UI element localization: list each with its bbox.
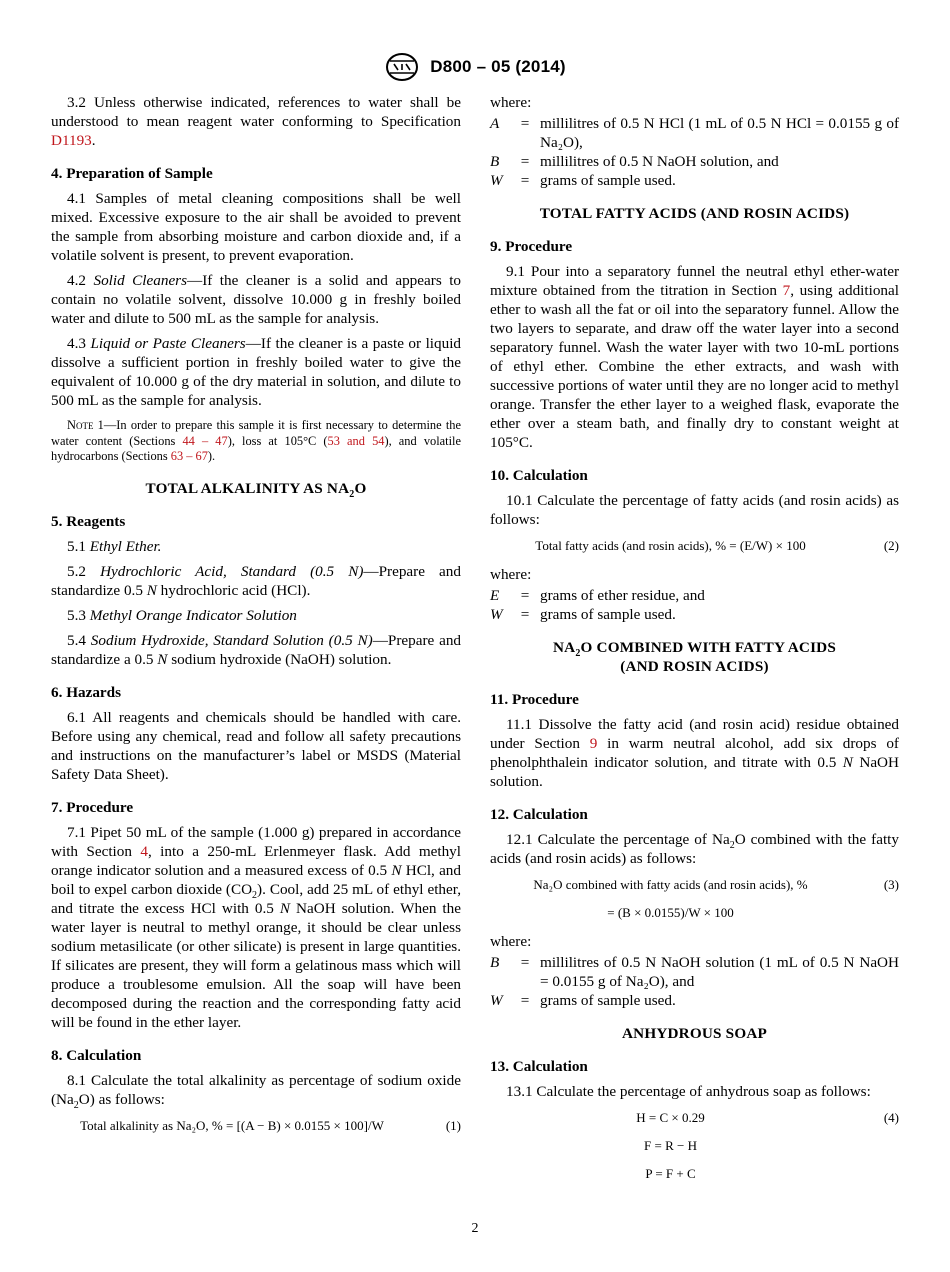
equation-3-line-1 (490, 876, 899, 894)
equation-3-expression: Na₂O combined with fatty acids (and rosin acids), % (533, 877, 808, 892)
astm-logo-icon (384, 52, 420, 82)
equation-4-line-2: F = R − H (644, 1138, 697, 1153)
definition-row: B = millilitres of 0.5 N NaOH solution, and (490, 153, 779, 170)
section-7-title: 7. Procedure (51, 798, 134, 816)
section-9-title: 9. Procedure (490, 238, 573, 255)
paragraph-8-1: 8.1 Calculate the total alkalinity as percentage of sodium oxide $(Na_2O)$ as follows: (51, 1071, 461, 1111)
where-label-2: where: (490, 566, 532, 583)
paragraph-6-1: 6.1 All reagents and chemicals should be handled with care. Before using any chemical, read and follow all safety precautions and instructions on the manufacturer’s label or MSDS (Material Safety Data Sheet). (51, 708, 461, 783)
paragraph-5-1: 5.1 Ethyl Ether. (67, 537, 162, 555)
where-label-3: where: (490, 933, 532, 950)
paragraph-12-1: 12.1 Calculate the percentage of $Na_2O$ combined with the fatty acids (and rosin acids) as follows: (490, 831, 899, 867)
heading-anhydrous-soap: ANHYDROUS SOAP (622, 1025, 767, 1042)
section-10-title: 10. Calculation (490, 467, 588, 484)
paragraph-9-1: 9.1 Pour into a separatory funnel the neutral ethyl ether-water mixture obtained from the titration in Section 7, using additional ether to wash all the fat or oil into the separatory funnel. Allow the two layers to separate, and draw off the water layer into a second separatory funnel. Wash the water layer with two 10-mL portions of ethyl ether. Combine the ether extracts, and wash with successive portions of water until they are no longer acid to methyl orange. Transfer the ether layer to a weighed flask, evaporate the ether over a steam bath, and finally dry to constant weight at 105°C. (490, 263, 899, 451)
section-6-title: 6. Hazards (51, 683, 122, 701)
link-sections-63-67[interactable]: 63 – 67 (170, 449, 208, 463)
page-header (0, 52, 950, 82)
note-1: Note 1—In order to prepare this sample it is first necessary to determine the water content (Sections 44 – 47), loss at 105°C (53 and 54), and volatile hydrocarbons (Sections 63 – 67). (51, 418, 461, 463)
definition-row: E = grams of ether residue, and (490, 587, 705, 604)
section-8-title: 8. Calculation (51, 1046, 142, 1064)
paragraph-4-2: 4.2 Solid Cleaners—If the cleaner is a solid and appears to contain no volatile solvent, dissolve 10.000 g in freshly boiled water and dilute to 500 mL as the sample for analysis. (51, 272, 462, 327)
paragraph-5-3: 5.3 Methyl Orange Indicator Solution (67, 606, 297, 624)
definitions-3 (490, 953, 899, 1010)
equation-4-line-1: H = C × 0.29 (4) (636, 1110, 899, 1125)
link-section-4[interactable]: 4 (140, 842, 148, 860)
paragraph-10-1: 10.1 Calculate the percentage of fatty acids (and rosin acids) as follows: (490, 492, 899, 528)
where-label-1: where: (490, 94, 532, 111)
equation-4-line-3: P = F + C (645, 1166, 696, 1181)
equation-3-line-2: = (B × 0.0155)/W × 100 (607, 905, 734, 920)
paragraph-7-1: 7.1 Pipet 50 mL of the sample (1.000 g) prepared in accordance with Section 4, into a 250-mL Erlenmeyer flask. Add methyl orange indicator solution and a measured excess of 0.5 N HCl, and boil to expel carbon dioxide $(CO_2)$. Cool, add 25 mL of ethyl ether, and titrate the excess HCl with 0.5 N NaOH solution. When the water layer is neutral to methyl orange, it should be clear unless sodium metasilicate (or other silicate) is present in large quantities. If silicates are present, they will form a gelatinous mass which will produce a troublesome emulsion. All the soap will have been decomposed during the reaction and the corresponding fatty acid will be found in the ether layer. (51, 823, 461, 1031)
paragraph-4-3: 4.3 Liquid or Paste Cleaners—If the cleaner is a paste or liquid dissolve a sufficient portion in freshly boiled water to give the equivalent of 10.000 g of the dry material in solution, and dilute to 500 mL as the sample for analysis. (51, 335, 462, 409)
equation-2-expression: Total fatty acids (and rosin acids), % = (E/W) × 100 (535, 538, 806, 553)
standard-designation: D800 – 05 (2014) (430, 57, 566, 76)
left-column (51, 93, 461, 1145)
equation-3-number: (3) (883, 877, 899, 892)
section-13-title: 13. Calculation (490, 1058, 588, 1075)
equation-2 (490, 537, 899, 555)
section-11-title: 11. Procedure (490, 691, 579, 708)
definitions-1 (490, 114, 899, 190)
definition-row: W = grams of sample used. (490, 172, 676, 189)
right-column (490, 93, 899, 1193)
definition-row: B = millilitres of 0.5 N NaOH solution (1 mL of 0.5 N NaOH = 0.0155 g of Na₂O), and (490, 954, 899, 990)
definition-row: A = millilitres of 0.5 N HCl (1 mL of 0.5 N HCl = 0.0155 g of Na₂O), (490, 115, 899, 151)
paragraph-5-4: 5.4 Sodium Hydroxide, Standard Solution (0.5 N)—Prepare and standardize a 0.5 N sodium hydroxide (NaOH) solution. (51, 631, 462, 668)
equation-1-expression: Total alkalinity as Na₂O, % = [(A − B) × 0.0155 × 100]/W (80, 1117, 384, 1133)
equation-4-number: (4) (883, 1110, 899, 1125)
link-section-7[interactable]: 7 (782, 282, 791, 299)
link-section-9[interactable]: 9 (589, 735, 598, 752)
equation-2-number: (2) (883, 538, 899, 553)
heading-total-fatty-acids: TOTAL FATTY ACIDS (AND ROSIN ACIDS) (539, 205, 850, 222)
definitions-2 (490, 586, 899, 624)
equation-1 (51, 1117, 461, 1135)
definition-row: W = grams of sample used. (490, 606, 676, 623)
section-5-title: 5. Reagents (51, 512, 126, 530)
paragraph-13-1: 13.1 Calculate the percentage of anhydrous soap as follows: (506, 1083, 871, 1100)
link-sections-53-54[interactable]: 53 and 54 (327, 433, 385, 448)
heading-total-alkalinity: TOTAL ALKALINITY AS $NA_2O$ (145, 479, 367, 500)
definition-row: W = grams of sample used. (490, 992, 676, 1009)
link-d1193[interactable]: D1193 (51, 132, 92, 149)
equation-1-number: (1) (445, 1117, 461, 1133)
paragraph-3-2: 3.2 Unless otherwise indicated, references to water shall be understood to mean reagent water conforming to Specification D1193. (51, 94, 461, 149)
paragraph-11-1: 11.1 Dissolve the fatty acid (and rosin acid) residue obtained under Section 9 in warm neutral alcohol, add six drops of phenolphthalein indicator solution, and titrate with 0.5 N NaOH solution. (490, 716, 899, 790)
section-4-title: 4. Preparation of Sample (51, 165, 213, 182)
paragraph-4-1: 4.1 Samples of metal cleaning compositions shall be well mixed. Excessive exposure to the air shall be avoided to prevent the sample from absorbing moisture and carbon dioxide and, if a volatile solvent is present, to prevent evaporation. (51, 190, 461, 264)
page-number: 2 (471, 1221, 479, 1236)
link-sections-44-47[interactable]: 44 – 47 (182, 433, 228, 448)
heading-na2o-combined: $NA_2O$ COMBINED WITH FATTY ACIDS (AND ROSIN ACIDS) (552, 639, 836, 675)
section-12-title: 12. Calculation (490, 806, 588, 823)
paragraph-5-2: 5.2 Hydrochloric Acid, Standard (0.5 N)—Prepare and standardize 0.5 N hydrochloric acid (HCl). (51, 562, 461, 599)
